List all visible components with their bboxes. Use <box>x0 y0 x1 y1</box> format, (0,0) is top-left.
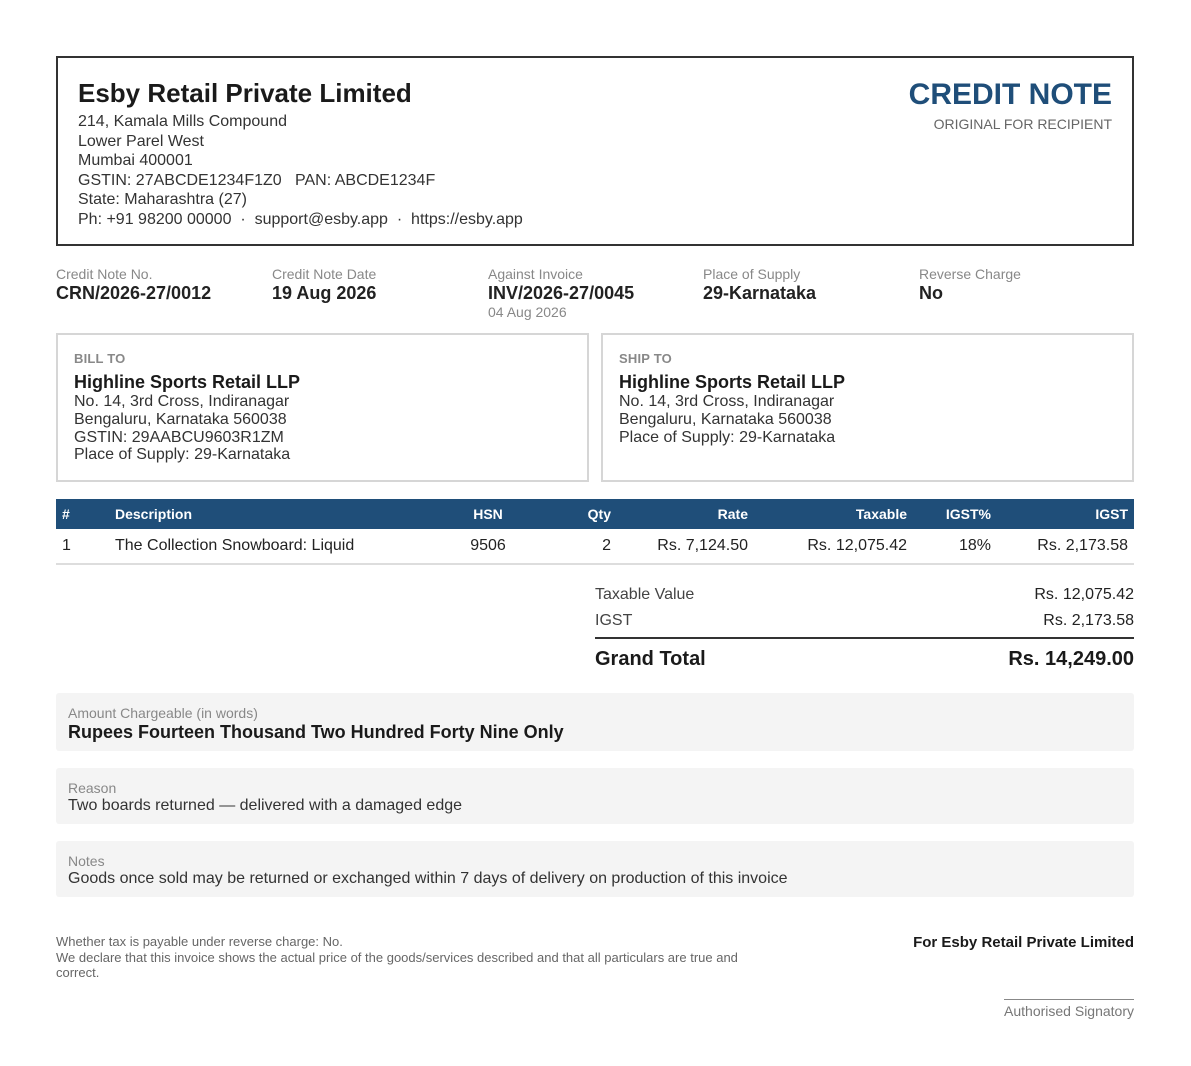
for-company-label: For Esby Retail Private Limited <box>913 934 1134 951</box>
totals-block <box>595 583 1134 677</box>
column-header: Qty <box>517 499 617 529</box>
declaration-line: We declare that this invoice shows the actual price of the goods/services described and that all particulars are true and correct. <box>56 949 738 981</box>
column-header: HSN <box>459 499 517 529</box>
column-header: Rate <box>617 499 754 529</box>
amount-in-words-panel <box>56 693 1134 751</box>
meta-value: INV/2026-27/0045 <box>488 283 635 303</box>
taxable-value-label: Taxable Value <box>595 586 695 603</box>
seller-contact: Ph: +91 98200 00000 · support@esby.app · https://esby.app <box>78 210 523 228</box>
table-row <box>56 529 1134 564</box>
bill-to-line: No. 14, 3rd Cross, Indiranagar <box>74 393 290 410</box>
items-table <box>56 499 1134 565</box>
meta-value: CRN/2026-27/0012 <box>56 283 212 303</box>
meta-sub: 04 Aug 2026 <box>488 304 567 320</box>
meta-value: No <box>919 283 943 303</box>
column-header: IGST <box>997 499 1134 529</box>
meta-label: Credit Note No. <box>56 266 153 282</box>
amount-in-words-value: Rupees Fourteen Thousand Two Hundred Forty Nine Only <box>68 722 564 742</box>
table-cell: 2 <box>517 529 617 564</box>
grand-total-label: Grand Total <box>595 648 706 670</box>
declaration-line: Whether tax is payable under reverse charge: No. <box>56 934 343 949</box>
meta-label: Against Invoice <box>488 266 583 282</box>
header-box <box>56 56 1134 246</box>
seller-name: Esby Retail Private Limited <box>78 78 412 108</box>
meta-value: 19 Aug 2026 <box>272 283 377 303</box>
taxable-value-row <box>595 583 1134 609</box>
table-cell: Rs. 7,124.50 <box>617 529 754 564</box>
column-header: IGST% <box>913 499 997 529</box>
seller-address-line: Mumbai 400001 <box>78 152 193 170</box>
document-title: CREDIT NOTE <box>908 78 1112 111</box>
table-cell: 9506 <box>459 529 517 564</box>
meta-label: Reverse Charge <box>919 266 1021 282</box>
meta-reverse-charge <box>919 266 1021 304</box>
amount-in-words-label: Amount Chargeable (in words) <box>68 705 258 721</box>
meta-against-invoice <box>488 266 634 320</box>
authorised-signatory-label: Authorised Signatory <box>1004 1003 1134 1019</box>
igst-amount: Rs. 2,173.58 <box>1043 612 1134 629</box>
credit-note-page <box>56 56 1134 1019</box>
table-cell: 18% <box>913 529 997 564</box>
meta-label: Credit Note Date <box>272 266 377 282</box>
reason-value: Two boards returned — delivered with a damaged edge <box>68 797 463 814</box>
gstin-label: GSTIN: <box>78 171 132 189</box>
ship-to-line: No. 14, 3rd Cross, Indiranagar <box>619 393 835 410</box>
table-cell: 1 <box>56 529 109 564</box>
signature-line <box>1004 999 1134 1000</box>
reason-label: Reason <box>68 780 117 796</box>
meta-value: 29-Karnataka <box>703 283 817 303</box>
document-copy-label: ORIGINAL FOR RECIPIENT <box>933 116 1112 132</box>
column-header: # <box>56 499 109 529</box>
meta-credit-note-date <box>272 266 376 304</box>
grand-total-row <box>595 637 1134 677</box>
ship-to-line: Bengaluru, Karnataka 560038 <box>619 410 832 428</box>
meta-label: Place of Supply <box>703 266 801 282</box>
igst-row <box>595 609 1134 635</box>
table-cell: Rs. 12,075.42 <box>754 529 913 564</box>
bill-to-box <box>56 333 589 482</box>
notes-label: Notes <box>68 853 105 869</box>
seller-state: State: Maharashtra (27) <box>78 191 247 209</box>
seller-address-line: 214, Kamala Mills Compound <box>78 113 287 130</box>
column-header: Description <box>109 499 459 529</box>
seller-tax-ids <box>78 171 523 191</box>
bill-to-line: GSTIN: 29AABCU9603R1ZM <box>74 428 284 446</box>
declaration-block <box>56 934 756 981</box>
taxable-value-amount: Rs. 12,075.42 <box>1034 586 1134 603</box>
ship-to-line: Place of Supply: 29-Karnataka <box>619 428 836 446</box>
bill-to-name: Highline Sports Retail LLP <box>74 372 301 392</box>
notes-value: Goods once sold may be returned or exchanged within 7 days of delivery on production of this invoice <box>68 870 788 887</box>
ship-to-name: Highline Sports Retail LLP <box>619 372 846 392</box>
seller-address-line: Lower Parel West <box>78 132 204 150</box>
gstin-value: 27ABCDE1234F1Z0 <box>135 171 282 189</box>
pan-label: PAN: <box>295 171 332 189</box>
bill-to-line: Bengaluru, Karnataka 560038 <box>74 410 287 428</box>
table-header-row <box>56 499 1134 529</box>
seller-address-block <box>78 112 523 230</box>
ship-to-box <box>601 333 1134 482</box>
column-header: Taxable <box>754 499 913 529</box>
bill-to-line: Place of Supply: 29-Karnataka <box>74 446 291 464</box>
meta-row <box>56 266 1134 322</box>
bill-to-label: BILL TO <box>74 351 126 366</box>
igst-label: IGST <box>595 612 633 629</box>
notes-panel <box>56 841 1134 897</box>
pan-value: ABCDE1234F <box>334 171 436 189</box>
table-cell: Rs. 2,173.58 <box>997 529 1134 564</box>
table-cell: The Collection Snowboard: Liquid <box>109 529 459 564</box>
grand-total-amount: Rs. 14,249.00 <box>1008 648 1134 670</box>
ship-to-label: SHIP TO <box>619 351 672 366</box>
reason-panel <box>56 768 1134 824</box>
meta-credit-note-no <box>56 266 211 304</box>
meta-place-of-supply <box>703 266 816 304</box>
